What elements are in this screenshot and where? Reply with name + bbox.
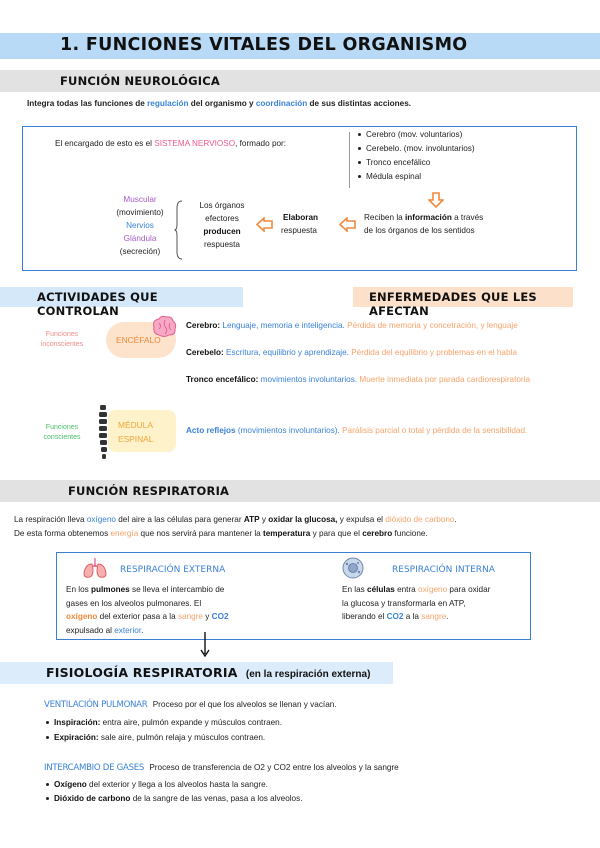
resp-heading-bar [0, 480, 600, 502]
receive-text-2: de los órganos de los sentidos [364, 226, 475, 235]
physio-heading: FISIOLOGÍA RESPIRATORIA [46, 665, 238, 680]
elaboran-label: Elaboran [283, 213, 319, 222]
int-title: RESPIRACIÓN INTERNA [392, 565, 495, 575]
insp-item: Inspiración: entra aire, pulmón expande y músculos contraen. [46, 718, 282, 727]
inter-row: INTERCAMBIO DE GASES Proceso de transferencia de O2 y CO2 entre los alveolos y la sangre [44, 763, 399, 773]
neuro-heading-bar [0, 70, 600, 92]
ext-line-4: expulsado al exterior. [66, 626, 144, 635]
activities-heading: ACTIVIDADES QUE CONTROLAN [37, 290, 158, 318]
ext-line-3: oxígeno del exterior pasa a la sangre y CO2 [66, 612, 229, 621]
vent-row: VENTILACIÓN PULMONAR Proceso por el que los alveolos se llenan y vacían. [44, 700, 337, 710]
effector-types: Muscular (movimiento) Nervios Glándula (secreción) [116, 195, 164, 256]
resp-para-1: La respiración lleva oxígeno del aire a las células para generar ATP y oxidar la glucosa, y expulsa el dióxido de carbono. [14, 515, 457, 524]
part-item: Cerebelo. (mov. involuntarios) [358, 144, 475, 153]
conscientes-label: Funciones conscientes [43, 424, 81, 441]
diseases-heading: ENFERMEDADES QUE LES AFECTAN [369, 290, 537, 318]
activities-heading-bar [0, 287, 243, 318]
int-line-1: En las células entra oxígeno para oxidar [342, 585, 491, 594]
brain-icon [150, 315, 178, 339]
receive-text: Reciben la información a través [364, 213, 484, 222]
int-line-3: liberando el CO2 a la sangre. [342, 612, 449, 621]
lungs-icon [82, 556, 108, 580]
diseases-heading-bar [353, 287, 573, 318]
physio-heading-bar [0, 662, 393, 684]
arrow-left-icon [256, 217, 273, 232]
title-banner [0, 33, 600, 59]
oxi-item: Oxígeno del exterior y llega a los alveolos hasta la sangre. [46, 780, 268, 789]
ext-title: RESPIRACIÓN EXTERNA [120, 565, 226, 575]
parts-bracket [349, 132, 351, 188]
inconscientes-label: Funciones inconscientes [40, 331, 84, 348]
encargado-text: El encargado de esto es el SISTEMA NERVIOSO, formado por: [55, 139, 287, 148]
ext-line-2: gases en los alveolos pulmonares. El [66, 599, 202, 608]
physio-subheading: (en la respiración externa) [245, 669, 371, 680]
part-item: Tronco encefálico [358, 158, 430, 167]
medula-pill: MÉDULA ESPINAL [108, 410, 176, 452]
part-item: Médula espinal [358, 172, 421, 181]
connector-arrow-icon [200, 632, 210, 658]
dio-item: Dióxido de carbono de la sangre de las venas, pasa a los alveolos. [46, 794, 302, 803]
exp-item: Expiración: sale aire, pulmón relaja y músculos contraen. [46, 733, 265, 742]
respuesta-label: respuesta [281, 226, 317, 235]
page-title: 1. FUNCIONES VITALES DEL ORGANISMO [60, 35, 468, 55]
resp-para-2: De esta forma obtenemos energía que nos servirá para mantener la temperatura y para que el cerebro funcione. [14, 529, 428, 538]
arrow-down-icon [428, 192, 444, 208]
acto-row: Acto reflejos (movimientos involuntarios). Parálisis parcial o total y pérdida de la sensibilidad. [186, 426, 528, 435]
efectores-text: Los órganos efectores producen respuesta [199, 201, 245, 249]
cell-icon [340, 556, 366, 580]
int-line-2: la glucosa y transformarla en ATP, [342, 599, 466, 608]
cerebelo-row: Cerebelo: Escritura, equilibrio y aprendizaje. Pérdida del equilibrio y problemas en el habla [186, 348, 517, 357]
encefalo-pill: ENCÉFALO [106, 322, 176, 358]
cerebro-row: Cerebro: Lenguaje, memoria e inteligencia. Pérdida de memoria y concetración, y lenguaje [186, 321, 518, 330]
neuro-intro: Integra todas las funciones de regulación del organismo y coordinación de sus distintas acciones. [27, 99, 412, 108]
arrow-left-icon [339, 217, 356, 232]
ext-line-1: En los pulmones se lleva el intercambio de [66, 585, 225, 594]
neuro-heading: FUNCIÓN NEUROLÓGICA [60, 74, 220, 88]
resp-heading: FUNCIÓN RESPIRATORIA [68, 484, 230, 498]
tronco-row: Tronco encefálico: movimientos involuntarios. Muerte inmediata por parada cardiorespiratoria [186, 375, 531, 384]
part-item: Cerebro (mov. voluntarios) [358, 130, 462, 139]
